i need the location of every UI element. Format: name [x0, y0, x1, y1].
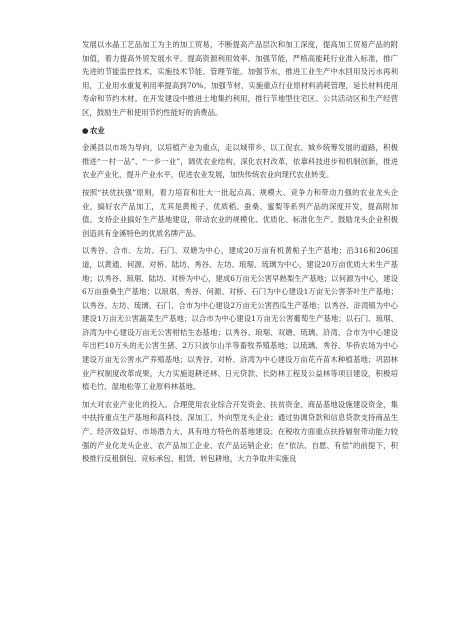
section-heading-agriculture	[82, 124, 398, 138]
paragraph-investment: 加大对农业产业化的投入。合理使用农业综合开发资金、扶贫资金、商品基地设施建设资金，集中扶持重点生产基地和高科技、深加工、外向型龙头企业；通过协调贷款和信息贷款支持商品生产、经济效益好、市场潜力大、具有地方特色的基地建设；在税收方面重点扶持辐射带动能力较强的产业化龙头企业、农产品加工企业、农产品运销企业；在“依法、自愿、有偿”的前提下，积极推行反租倒包、竞标承包、租赁、转包耕地，大力争取并实施良	[82, 399, 398, 464]
paragraph-leading-enterprises: 按照“扶优扶强”原则，着力培育和壮大一批起点高、规模大、竞争力和带动力强的农业龙头企业，搞好农产品加工，尤其是黄栀子、优质稻、蚕桑、蜜梨等系列产品的深度开发，提高附加值。支持企业搞好生产基地建设，带动农业的规模化、优质化、标准化生产。鼓励龙头企业积极创造具有金溪特色的优质名牌产品。	[82, 187, 398, 238]
document-body	[82, 38, 398, 470]
bullet-icon: ●	[82, 125, 89, 135]
paragraph-industry-efficiency: 发展以水晶工艺品加工为主的加工贸易，不断提高产品层次和加工深度，提高加工贸易产品的附加值，着力提高外贸发展水平。提高资源利用效率。加强节能，严格高能耗行业准入标准，推广先进的节能监控技术，实施技术节能、管理节能。加强节水，推进工业生产中水回用及污水再利用，工业用水重复利用率提高到70%。加强节材，实施重点行业原材料消耗管理，延长材料使用寿命和节约木材。在开发建设中推进土地集约利用，推行节地型住宅区、公共活动区和生产经营区，鼓励生产和使用节约性能好的消费品。	[82, 40, 398, 117]
section-heading-title: 农业	[90, 125, 105, 135]
paragraph-market-orientation: 金溪县以市场为导向，以培植产业为重点，走以城带乡、以工促农、城乡统筹发展的道路，积极推进“一村一品”、“一乡一业”，调优农业结构，深化农村改革，依靠科技进步和机制创新，推进农业产业化，提升产业水平，促进农业发展，加快传统农业向现代农业转变。	[82, 143, 398, 180]
paragraph-production-bases: 以秀谷、合市、左坊、石门、双塘为中心，建成20万亩有机黄栀子生产基地；沿316和206国道，以黄通、何源、对桥、陆坊、秀谷、左坊、琅琚、琉璃为中心，建设20万亩优质大米生产基地；以秀谷、琅琚、陆坊、对桥为中心，建成6万亩无公害早熟梨生产基地；以何源为中心，建设6万亩蚕桑生产基地；以琅琚、秀谷、何源、对桥、石门为中心建设1万亩无公害茶叶生产基地；以秀谷、左坊、琉璃、石门、合市为中心建设2万亩无公害西瓜生产基地；以秀谷、浒湾镇为中心建设1万亩无公害蔬菜生产基地；以合市为中心建设1万亩无公害葡萄生产基地；以石门、琅琚、浒湾为中心建设万亩无公害柑桔生态基地；以秀谷、琅琚、双塘、琉璃、浒湾、合市为中心建设年出栏10万头的无公害生猪、2万只波尔山羊等畜牧养殖基地；以琉璃、秀谷、华侨农场为中心建设万亩无公害水产养殖基地；以秀谷、对桥、浒湾为中心建设万亩花卉苗木种植基地；巩固林业产权制度改革成果，大力实施退耕还林、日元贷款、长防林工程及公益林等项目建设，积极培植毛竹、湿地松等工业原料林基地。	[82, 246, 398, 392]
